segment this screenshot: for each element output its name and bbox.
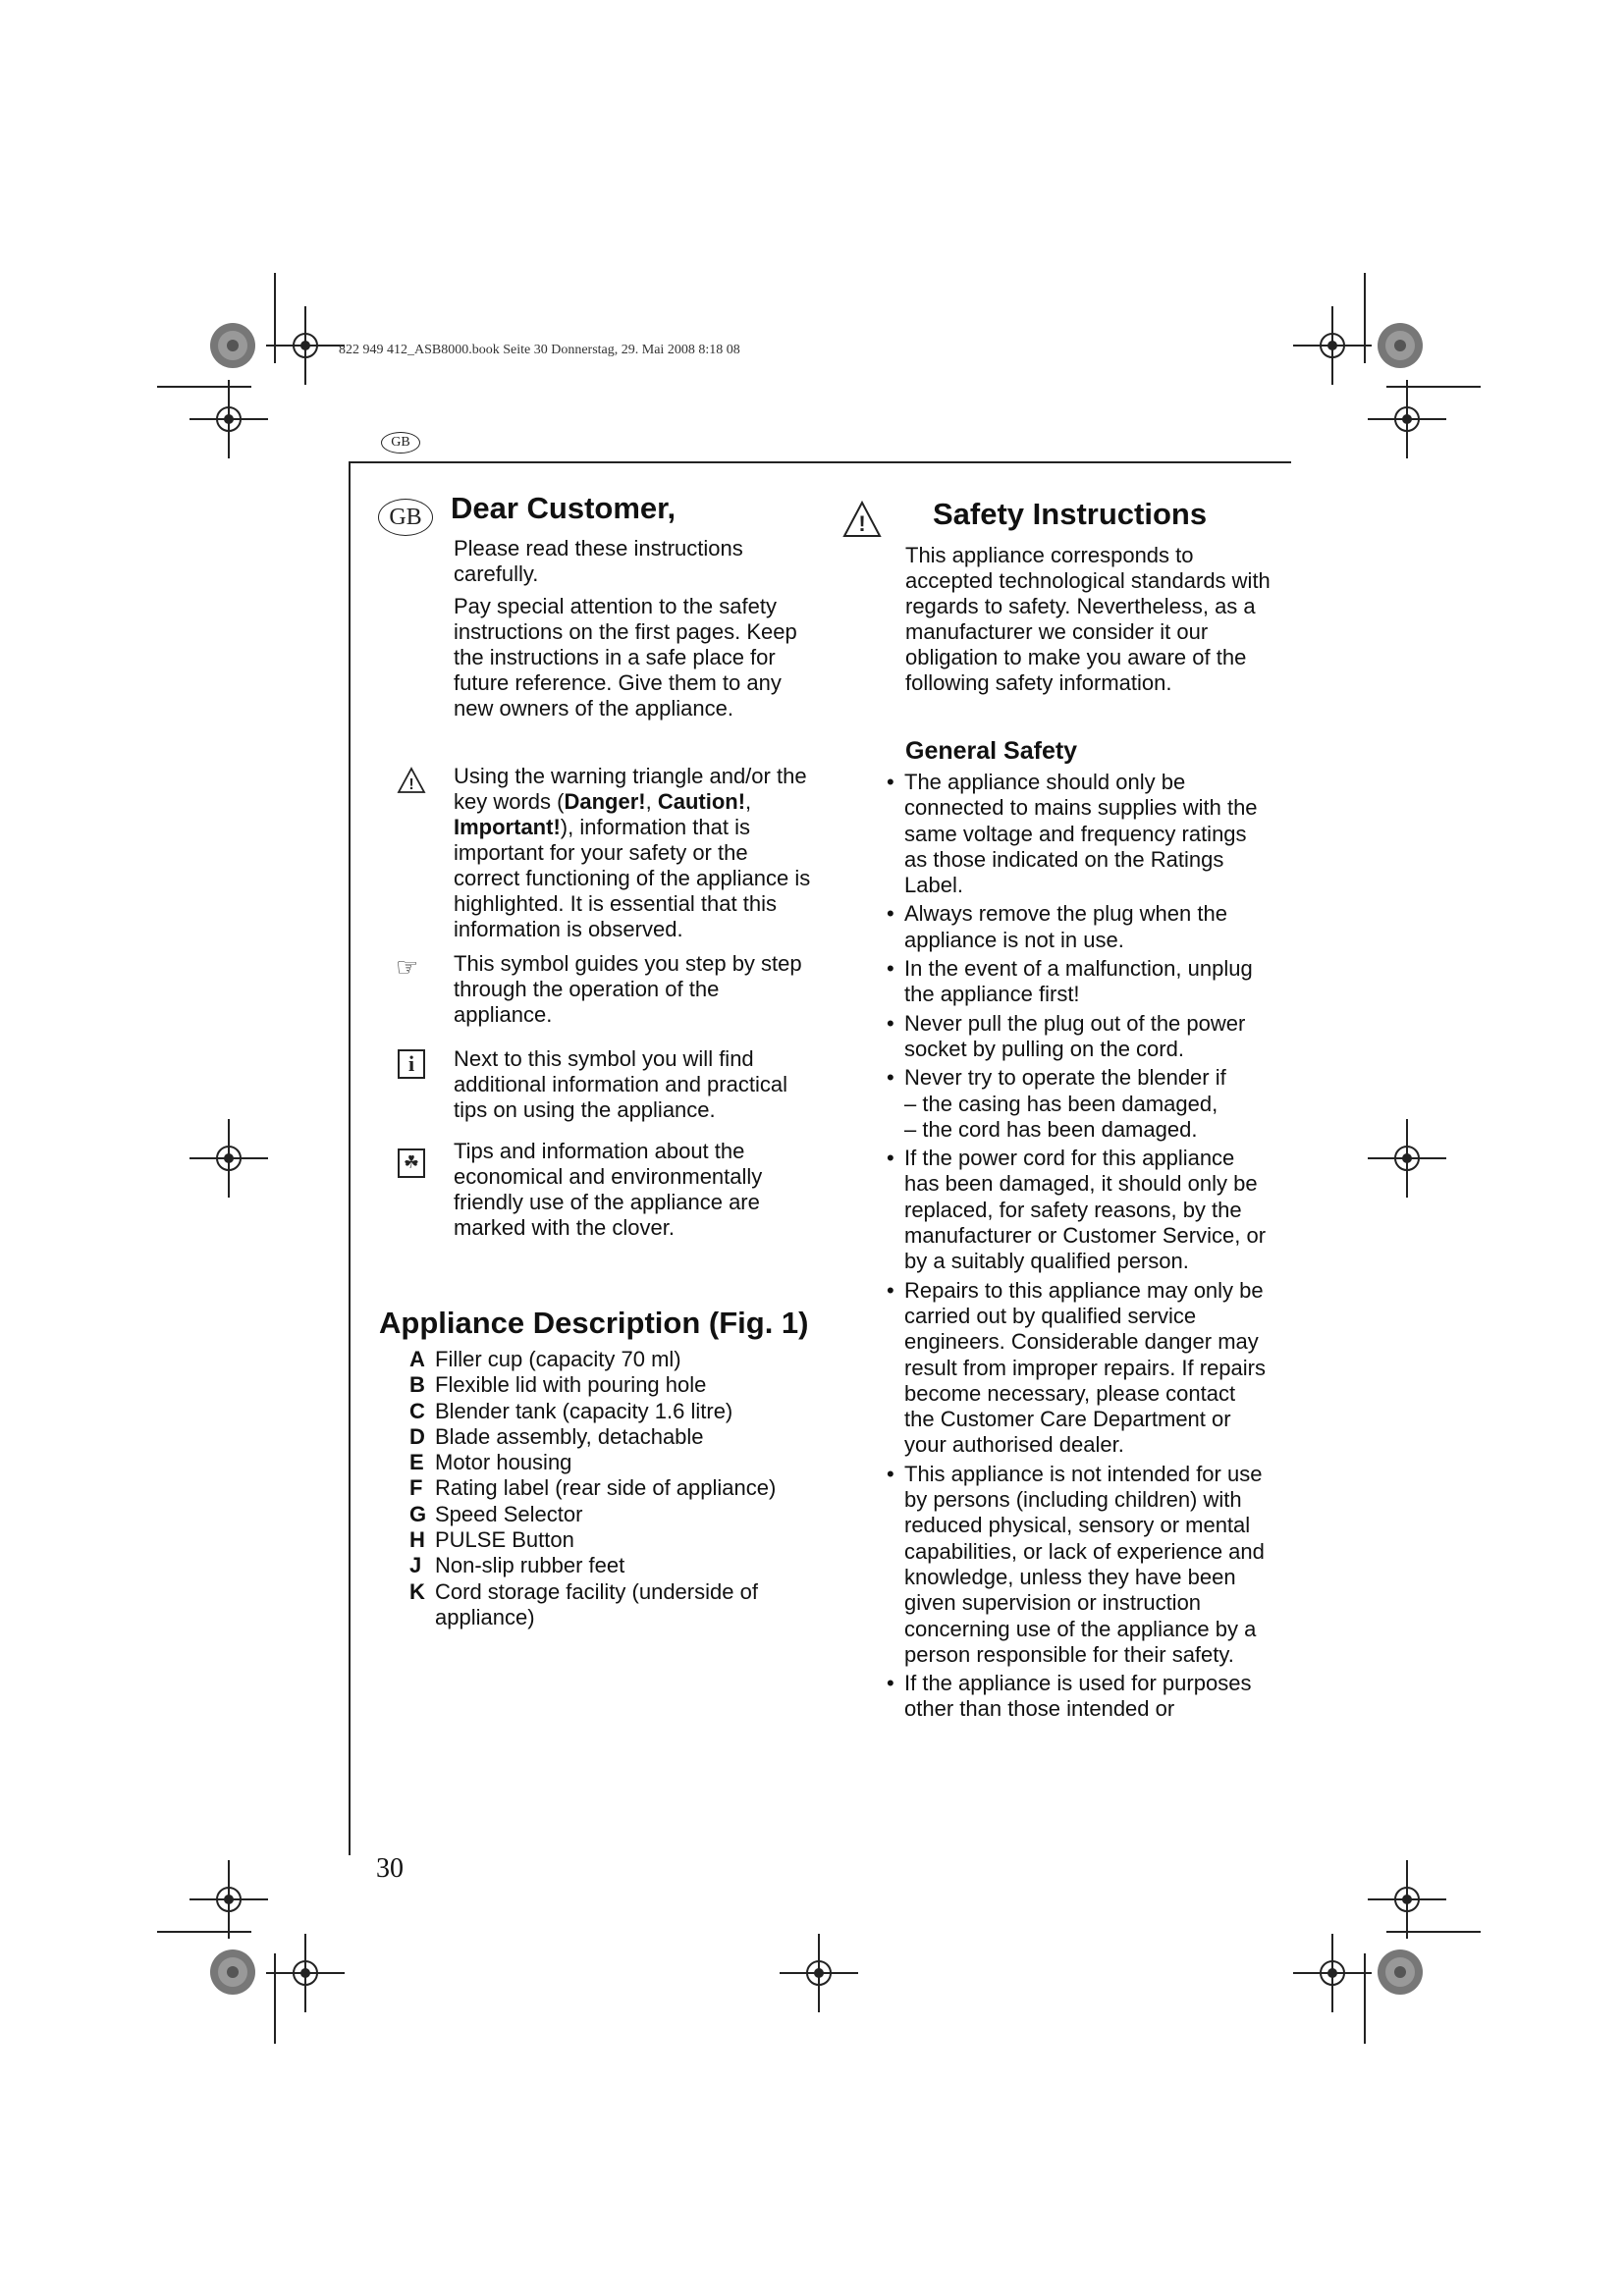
- list-item: [409, 1579, 802, 1631]
- list-item: • Repairs to this appliance may only be carried out by qualified service engineers. Considerable danger may result from improper repairs. If repairs become necessary, please contact the Customer Care Department or your authorised dealer.: [895, 1278, 1269, 1459]
- top-rule: [349, 461, 1291, 463]
- blender-intro: Never try to operate the blender if: [904, 1065, 1226, 1091]
- part-letter: H: [409, 1527, 425, 1553]
- part-letter: E: [409, 1450, 424, 1475]
- warning-triangle-icon: [842, 501, 882, 543]
- part-description: Flexible lid with pouring hole: [435, 1372, 707, 1398]
- svg-text:!: !: [858, 511, 866, 536]
- blender-condition-2: – the cord has been damaged.: [904, 1116, 1198, 1142]
- part-letter: C: [409, 1398, 425, 1423]
- info-text: Next to this symbol you will find additional information and practical tips on using the appliance.: [454, 1046, 787, 1122]
- general-safety-heading: General Safety: [905, 737, 1078, 765]
- keyword-danger: Danger!: [564, 789, 646, 814]
- keyword-important: Important!: [454, 815, 561, 839]
- part-letter: F: [409, 1475, 423, 1501]
- part-letter: A: [409, 1347, 425, 1371]
- part-description: Speed Selector: [435, 1501, 583, 1526]
- dear-customer-heading: Dear Customer,: [451, 491, 677, 525]
- list-item: [409, 1502, 802, 1527]
- warning-info-text: Using the warning triangle and/or the key words (Danger!, Caution!, Important!), information that is important for your safety or the correct functioning of the appliance is highlighted. It is essential that this information is observed.: [454, 764, 811, 941]
- part-description: Non-slip rubber feet: [435, 1553, 625, 1578]
- part-description: Rating label (rear side of appliance): [435, 1475, 777, 1501]
- list-item: • If the appliance is used for purposes other than those intended or: [895, 1671, 1269, 1723]
- list-item: [409, 1475, 802, 1501]
- list-item: • Always remove the plug when the appliance is not in use.: [895, 901, 1269, 953]
- list-item: [409, 1347, 802, 1372]
- list-item: [409, 1399, 802, 1424]
- part-letter: D: [409, 1423, 425, 1449]
- clover-text: Tips and information about the economical and environmentally friendly use of the appliance are marked with the clover.: [454, 1139, 763, 1240]
- page-number: 30: [376, 1853, 404, 1884]
- part-description: PULSE Button: [435, 1527, 574, 1553]
- part-description: Filler cup (capacity 70 ml): [435, 1347, 681, 1371]
- list-item: • This appliance is not intended for use by persons (including children) with reduced physical, sensory or mental capabilities, or lack of experience and knowledge, unless they have been given supervision or instruction concerning use of the appliance by a person responsible for their safety.: [895, 1462, 1269, 1668]
- part-description: Cord storage facility (underside of appliance): [435, 1578, 758, 1629]
- guide-text: This symbol guides you step by step through the operation of the appliance.: [454, 951, 802, 1027]
- pointing-hand-icon: ☞: [396, 952, 419, 982]
- part-description: Blender tank (capacity 1.6 litre): [435, 1398, 733, 1423]
- left-rule: [349, 461, 351, 1855]
- list-item: [409, 1372, 802, 1398]
- intro-paragraph-1: Please read these instructions carefully.: [454, 536, 743, 586]
- gb-badge: GB: [378, 499, 433, 536]
- part-letter: J: [409, 1553, 422, 1578]
- intro-text: [454, 536, 817, 728]
- part-description: Blade assembly, detachable: [435, 1423, 704, 1449]
- info-icon: i: [398, 1049, 425, 1079]
- appliance-description-heading: Appliance Description (Fig. 1): [379, 1306, 809, 1340]
- safety-intro-text: This appliance corresponds to accepted technological standards with regards to safety. Nevertheless, as a manufacturer we consider it our obligation to make you aware of the following safety information.: [905, 543, 1271, 695]
- list-item: [409, 1450, 802, 1475]
- list-item: [409, 1527, 802, 1553]
- warning-triangle-icon: [397, 767, 426, 798]
- part-letter: K: [409, 1578, 425, 1604]
- list-item: • In the event of a malfunction, unplug the appliance first!: [895, 956, 1269, 1008]
- safety-instructions-heading: Safety Instructions: [933, 497, 1208, 531]
- list-item: • If the power cord for this appliance has been damaged, it should only be replaced, for safety reasons, by the manufacturer or Customer Service, or by a suitably qualified person.: [895, 1146, 1269, 1274]
- part-letter: B: [409, 1372, 425, 1398]
- list-item: • Never pull the plug out of the power socket by pulling on the cord.: [895, 1011, 1269, 1063]
- blender-condition-1: – the casing has been damaged,: [904, 1091, 1218, 1116]
- part-letter: G: [409, 1501, 427, 1526]
- language-badge: GB: [381, 432, 420, 454]
- list-item: [895, 1065, 1269, 1143]
- svg-text:!: !: [408, 776, 414, 793]
- part-description: Motor housing: [435, 1450, 572, 1475]
- file-info: 822 949 412_ASB8000.book Seite 30 Donnerstag, 29. Mai 2008 8:18 08: [339, 343, 740, 357]
- clover-icon: ☘: [398, 1147, 425, 1178]
- list-item: • The appliance should only be connected to mains supplies with the same voltage and frequency ratings as those indicated on the Ratings Label.: [895, 770, 1269, 898]
- list-item: [409, 1424, 802, 1450]
- list-item: [409, 1553, 802, 1578]
- keyword-caution: Caution!: [657, 789, 746, 814]
- intro-paragraph-2: Pay special attention to the safety instructions on the first pages. Keep the instructions in a safe place for future reference. Give them to any new owners of the appliance.: [454, 594, 797, 721]
- safety-bullet-list: [895, 770, 1269, 1726]
- appliance-parts-list: [409, 1347, 802, 1630]
